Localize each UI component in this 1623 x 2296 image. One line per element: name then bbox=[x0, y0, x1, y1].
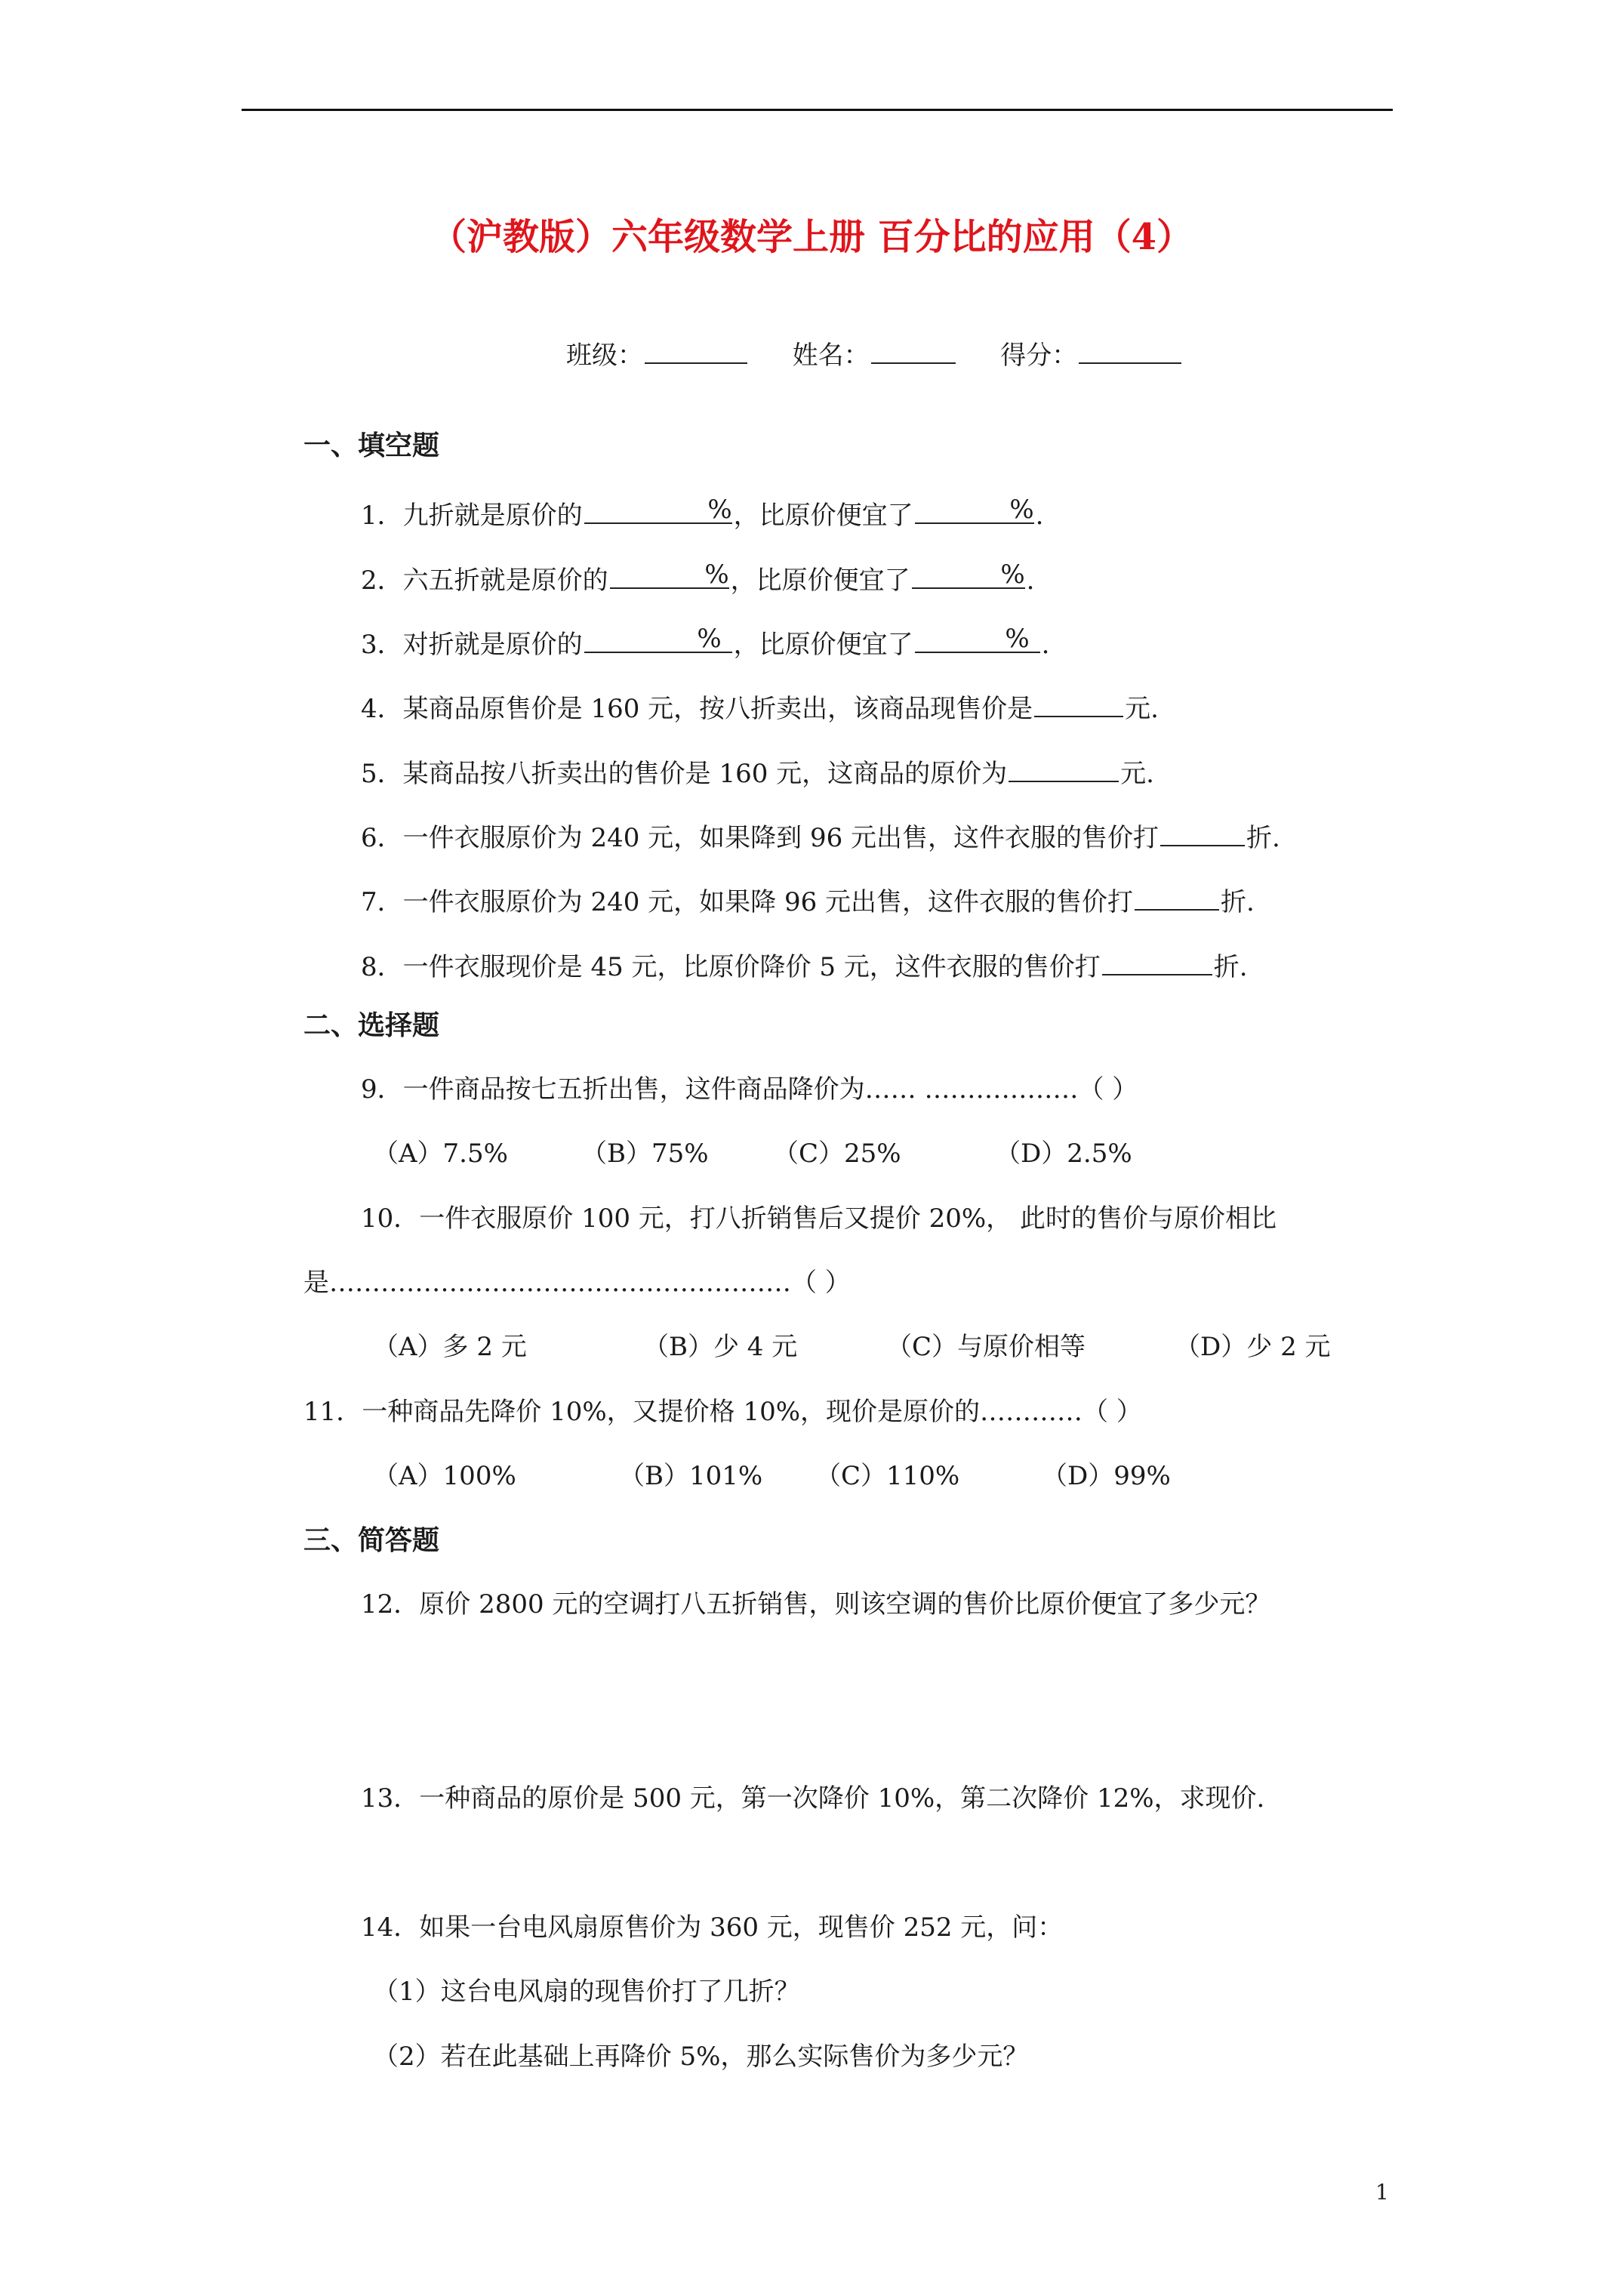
header-fields bbox=[566, 337, 1183, 371]
score-blank[interactable] bbox=[1079, 337, 1181, 364]
question-9: 9．一件商品按七五折出售，这件商品降价为…… ………………（ ） bbox=[361, 1074, 1138, 1105]
question-11-option[interactable]: （D）99% bbox=[1042, 1461, 1171, 1491]
question-14-part-1: （1）这台电风扇的现售价打了几折？ bbox=[373, 1977, 800, 2007]
question-10-option[interactable]: （C）与原价相等 bbox=[886, 1332, 1086, 1362]
question-10-line-1: 10．一件衣服原价 100 元，打八折销售后又提价 20%， 此时的售价与原价相比 bbox=[361, 1203, 1277, 1234]
question-3: 3．对折就是原价的 % ，比原价便宜了 % . bbox=[361, 624, 1050, 660]
answer-blank[interactable] bbox=[1034, 690, 1123, 717]
question-11-option[interactable]: （B）101% bbox=[619, 1461, 763, 1491]
score-label: 得分： bbox=[1000, 341, 1078, 371]
question-9-option[interactable]: （B）75% bbox=[581, 1139, 709, 1169]
question-10-line-2: 是………………………………………………（ ） bbox=[303, 1268, 851, 1298]
section-heading-choice: 二、选择题 bbox=[303, 1009, 440, 1041]
question-9-option[interactable]: （D）2.5% bbox=[995, 1139, 1132, 1169]
question-11: 11．一种商品先降价 10%，又提价格 10%，现价是原价的…………（ ） bbox=[303, 1397, 1142, 1427]
answer-blank[interactable]: % bbox=[915, 626, 1040, 653]
name-blank[interactable] bbox=[871, 337, 956, 364]
question-11-option[interactable]: （A）100% bbox=[373, 1461, 516, 1491]
question-9-option[interactable]: （A）7.5% bbox=[373, 1139, 508, 1169]
answer-blank[interactable]: % bbox=[584, 626, 732, 653]
question-1: 1．九折就是原价的 % ，比原价便宜了 % . bbox=[361, 495, 1044, 531]
answer-blank[interactable]: % bbox=[610, 562, 729, 589]
question-4: 4．某商品原售价是 160 元，按八折卖出，该商品现售价是 元. bbox=[361, 690, 1159, 722]
question-10-option[interactable]: （A）多 2 元 bbox=[373, 1332, 527, 1362]
answer-blank[interactable] bbox=[1160, 819, 1245, 846]
class-label: 班级： bbox=[566, 341, 643, 371]
question-12: 12．原价 2800 元的空调打八五折销售，则该空调的售价比原价便宜了多少元？ bbox=[361, 1589, 1271, 1620]
question-6: 6．一件衣服原价为 240 元，如果降到 96 元出售，这件衣服的售价打 折. bbox=[361, 819, 1280, 851]
question-5: 5．某商品按八折卖出的售价是 160 元，这商品的原价为 元. bbox=[361, 755, 1154, 787]
answer-blank[interactable] bbox=[1135, 883, 1219, 911]
question-2: 2．六五折就是原价的 % ，比原价便宜了 % . bbox=[361, 559, 1035, 596]
section-heading-fill: 一、填空题 bbox=[303, 430, 440, 461]
class-blank[interactable] bbox=[645, 337, 747, 364]
answer-blank[interactable] bbox=[1009, 755, 1119, 782]
name-label: 姓名： bbox=[792, 341, 870, 371]
question-7: 7．一件衣服原价为 240 元，如果降 96 元出售，这件衣服的售价打 折. bbox=[361, 883, 1255, 915]
question-9-option[interactable]: （C）25% bbox=[773, 1139, 901, 1169]
section-heading-short-answer: 三、简答题 bbox=[303, 1524, 440, 1556]
question-11-option[interactable]: （C）110% bbox=[815, 1461, 960, 1491]
question-14-part-2: （2）若在此基础上再降价 5%，那么实际售价为多少元？ bbox=[373, 2042, 1029, 2072]
answer-blank[interactable]: % bbox=[915, 497, 1034, 524]
answer-blank[interactable] bbox=[1102, 948, 1212, 975]
answer-blank[interactable]: % bbox=[584, 497, 732, 524]
question-13: 13．一种商品的原价是 500 元，第一次降价 10%，第二次降价 12%，求现价. bbox=[361, 1783, 1265, 1814]
question-10-option[interactable]: （B）少 4 元 bbox=[643, 1332, 798, 1362]
question-10-option[interactable]: （D）少 2 元 bbox=[1175, 1332, 1331, 1362]
answer-blank[interactable]: % bbox=[912, 562, 1025, 589]
page-title: （沪教版）六年级数学上册 百分比的应用（4） bbox=[430, 216, 1193, 258]
header-rule bbox=[242, 109, 1393, 111]
page-number: 1 bbox=[1375, 2180, 1389, 2205]
question-8: 8．一件衣服现价是 45 元，比原价降价 5 元，这件衣服的售价打 折. bbox=[361, 948, 1248, 980]
question-14: 14．如果一台电风扇原售价为 360 元，现售价 252 元，问： bbox=[361, 1912, 1064, 1943]
